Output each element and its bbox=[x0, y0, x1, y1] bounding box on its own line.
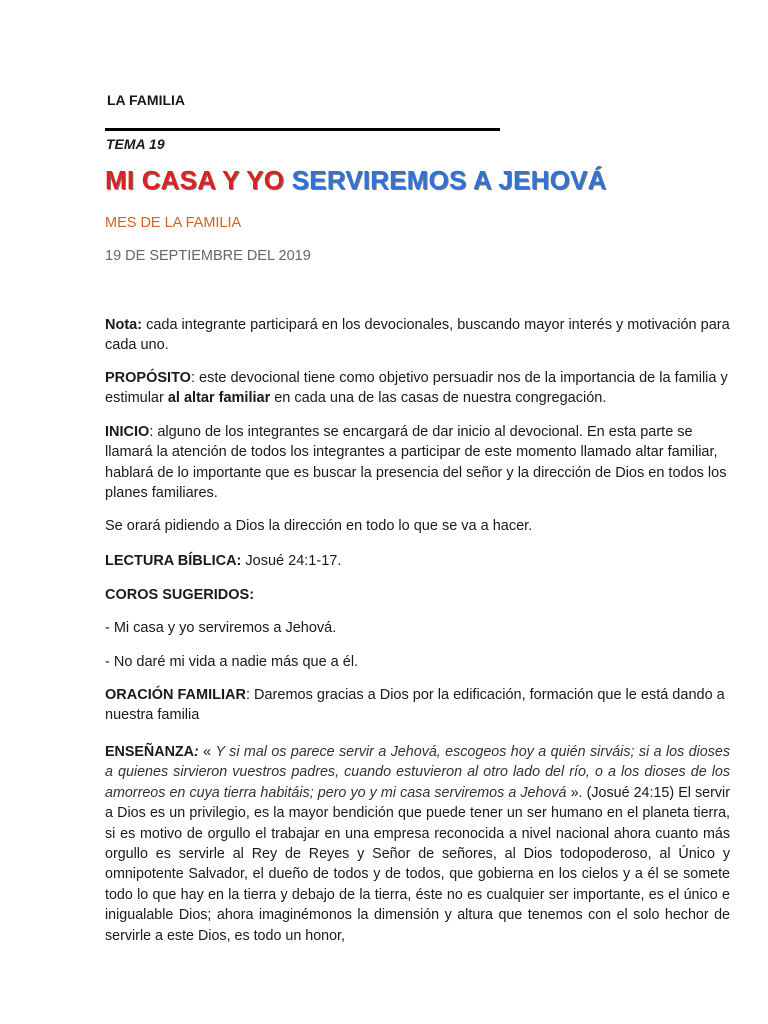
scripture-quote: Y si mal os parece servir a Jehová, escogeos hoy a quién sirváis; si a los dioses a quienes sirvieron vuestros padres, cuando estuvieron al otro lado del río, o a los dioses de los amorreos en cuya tierra habitáis; pero yo y mi casa serviremos a Jehová bbox=[105, 744, 730, 801]
ensenanza-text: (Josué 24:15) El servir a Dios es un privilegio, es la mayor bendición que puede tener un ser humano en el planeta tierra, si es motivo de orgullo el trabajar en una empresa reconocida a nivel nacional ahora cuanto más orgullo es servirle al Rey de Reyes y Señor de señores, al Dios todopoderoso, al Único y omnipotente Salvador, el dueño de todos y de todos, que gobierna en los cielos y a él se somete todo lo que hay en la tierra y debajo de la tierra, éste no es cualquier ser importante, es el único e inigualable Dios; ahora imaginémonos la dimensión y altura que tenemos con el solo hechor de servirle a este Dios, es todo un honor, bbox=[105, 784, 730, 944]
inicio-paragraph bbox=[105, 422, 730, 503]
proposito-bold: al altar familiar bbox=[167, 390, 271, 407]
inicio-text: : alguno de los integrantes se encargará de dar inicio al devocional. En esta parte se llamará la atención de todos los integrantes a participar de este momento llamado altar familiar, hablará de lo importante que es buscar la presencia del señor y la dirección de Dios en todos los planes familiares. bbox=[105, 424, 727, 501]
ensenanza-label: ENSEÑANZA bbox=[105, 744, 194, 760]
prayer-paragraph: Se orará pidiendo a Dios la dirección en todo lo que se va a hacer. bbox=[105, 518, 533, 534]
page-title bbox=[105, 165, 607, 196]
date-label: 19 DE SEPTIEMBRE DEL 2019 bbox=[105, 248, 311, 264]
coro-item-1: - Mi casa y yo serviremos a Jehová. bbox=[105, 620, 337, 636]
coro-item-2: - No daré mi vida a nadie más que a él. bbox=[105, 654, 359, 670]
coros-label: COROS SUGERIDOS: bbox=[105, 587, 255, 603]
inicio-label: INICIO bbox=[105, 424, 150, 440]
title-red-part: MI CASA Y YO bbox=[105, 165, 285, 195]
proposito-paragraph bbox=[105, 368, 730, 409]
ensenanza-colon: : bbox=[193, 744, 199, 760]
proposito-label: PROPÓSITO bbox=[105, 370, 191, 386]
quote-open: « bbox=[198, 744, 216, 760]
proposito-text: : este devocional tiene como objetivo persuadir nos de la importancia de la familia y estimular bbox=[105, 370, 728, 407]
proposito-text-end: en cada una de las casas de nuestra congregación. bbox=[270, 390, 607, 407]
theme-number: TEMA 19 bbox=[106, 136, 165, 152]
lectura-text: Josué 24:1-17. bbox=[241, 553, 342, 569]
title-blue-part: SERVIREMOS A JEHOVÁ bbox=[291, 165, 607, 195]
oracion-paragraph bbox=[105, 685, 730, 726]
month-label: MES DE LA FAMILIA bbox=[105, 215, 242, 231]
nota-label: Nota: bbox=[105, 317, 143, 333]
divider-line bbox=[105, 128, 500, 131]
coros-heading bbox=[105, 585, 730, 605]
nota-text: cada integrante participará en los devocionales, buscando mayor interés y motivación para cada uno. bbox=[105, 317, 730, 354]
lectura-paragraph bbox=[105, 551, 730, 571]
lectura-label: LECTURA BÍBLICA: bbox=[105, 553, 242, 569]
quote-close: ». bbox=[566, 784, 583, 801]
nota-paragraph bbox=[105, 315, 730, 356]
oracion-text: : Daremos gracias a Dios por la edificación, formación que le está dando a nuestra familia bbox=[105, 687, 725, 724]
oracion-label: ORACIÓN FAMILIAR bbox=[105, 687, 246, 703]
section-label: LA FAMILIA bbox=[107, 92, 186, 108]
ensenanza-paragraph bbox=[105, 742, 730, 946]
